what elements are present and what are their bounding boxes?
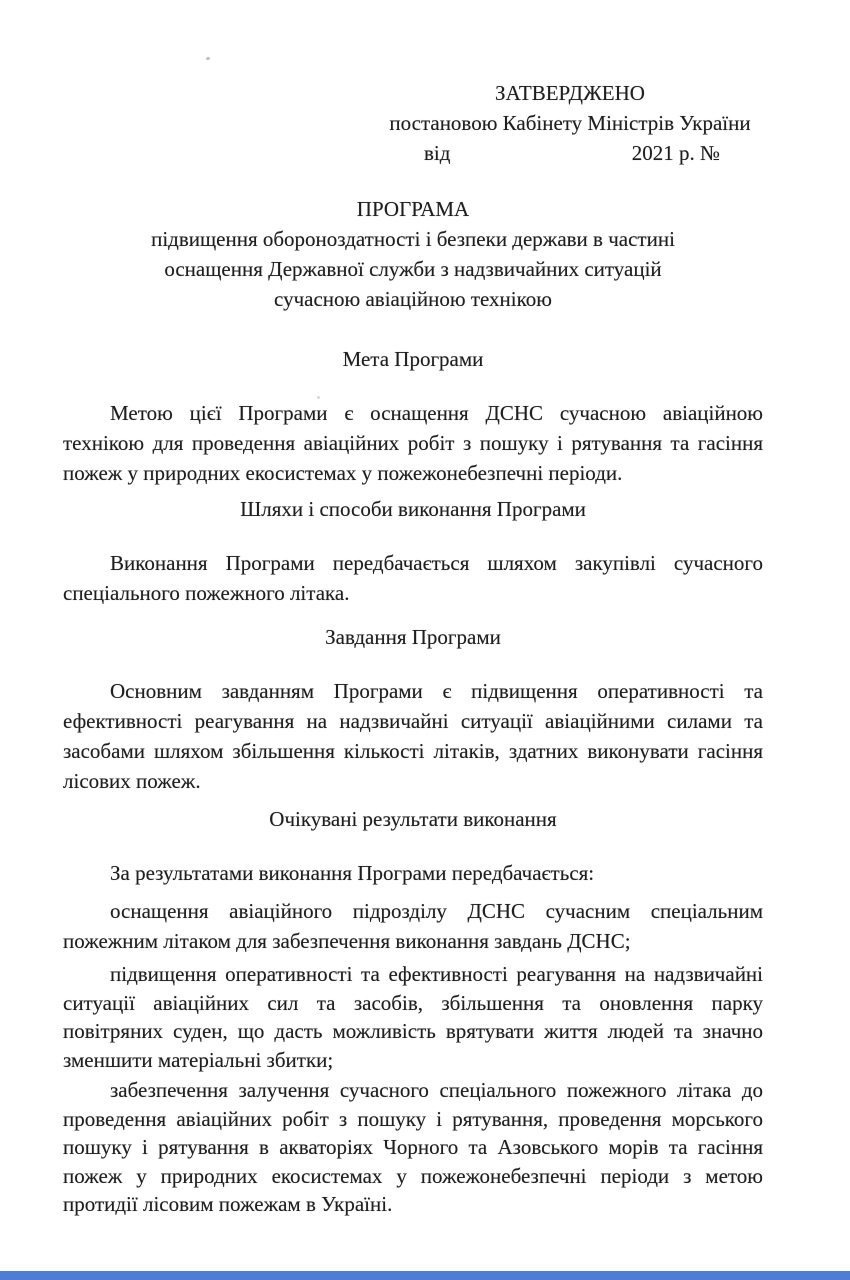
section-heading: Завдання Програми: [325, 625, 501, 649]
document-title: [63, 194, 763, 314]
approval-stamp: ЗАТВЕРДЖЕНО: [495, 81, 645, 105]
text-line: зменшити матеріальні збитки;: [63, 1047, 334, 1072]
text-line: пошуку і рятування в акваторіях Чорного та Азовського морів та гасіння: [63, 1135, 763, 1159]
text-line: проведення авіаційних робіт з пошуку і рятування, проведення морського: [63, 1106, 763, 1131]
document-section: [63, 622, 763, 796]
text-line: технікою для проведення авіаційних робіт з пошуку і рятування та гасіння: [63, 431, 763, 455]
paragraph: [63, 548, 763, 608]
scan-speck: [317, 396, 320, 399]
text-line: Метою цієї Програми є оснащення ДСНС сучасною авіаційною: [110, 401, 763, 425]
title-line: сучасною авіаційною технікою: [274, 287, 552, 311]
text-line: засобами шляхом збільшення кількості літаків, здатних виконувати гасіння: [63, 739, 763, 763]
text-line: оснащення авіаційного підрозділу ДСНС сучасним спеціальним: [110, 899, 763, 923]
text-line: пожежним літаком для забезпечення виконання завдань ДСНС;: [63, 929, 631, 953]
scan-speck: [206, 56, 211, 60]
paragraph: [63, 676, 763, 796]
title-line: підвищення обороноздатності і безпеки держави в частині: [151, 227, 675, 251]
title-line: оснащення Державної служби з надзвичайних ситуацій: [164, 257, 662, 281]
text-line: ситуації авіаційних сил та засобів, збільшення та оновлення парку: [63, 990, 763, 1015]
bottom-accent-bar: [0, 1271, 850, 1280]
text-line: лісових пожеж.: [63, 769, 201, 793]
approval-block: [372, 78, 768, 168]
text-line: протидії лісовим пожежам в Україні.: [63, 1192, 393, 1216]
paragraph: [63, 398, 763, 488]
document-section: [63, 344, 763, 488]
paragraph: [63, 858, 763, 888]
text-line: повітряних суден, що дасть можливість врятувати життя людей та значно: [63, 1019, 763, 1043]
text-line: За результатами виконання Програми передбачається:: [110, 861, 595, 885]
approval-date-prefix: від: [424, 141, 451, 165]
text-line: пожеж у природних екосистемах у пожежонебезпечні періоди.: [63, 461, 623, 485]
title-line: ПРОГРАМА: [356, 197, 470, 221]
section-heading: Очікувані результати виконання: [269, 807, 557, 831]
document-sections: [63, 344, 763, 1219]
approval-authority: постановою Кабінету Міністрів України: [389, 111, 751, 135]
paragraph: [63, 1076, 763, 1219]
text-line: пожеж у природних екосистемах у пожежонебезпечні періоди з метою: [63, 1163, 763, 1188]
paragraph: [63, 960, 763, 1074]
approval-date-row: [372, 138, 768, 168]
text-line: Виконання Програми передбачається шляхом закупівлі сучасного: [110, 551, 763, 575]
section-heading: Мета Програми: [342, 347, 484, 371]
paragraph: [63, 896, 763, 956]
document-section: [63, 494, 763, 608]
text-line: ефективності реагування на надзвичайні ситуації авіаційними силами та: [63, 709, 763, 733]
document-section: [63, 804, 763, 1219]
text-line: підвищення оперативності та ефективності реагування на надзвичайні: [110, 962, 763, 986]
approval-date-suffix: 2021 р. №: [631, 141, 720, 165]
text-line: Основним завданням Програми є підвищення оперативності та: [110, 679, 763, 703]
text-line: забезпечення залучення сучасного спеціального пожежного літака до: [110, 1078, 763, 1102]
section-heading: Шляхи і способи виконання Програми: [240, 497, 586, 521]
text-line: спеціального пожежного літака.: [63, 581, 350, 605]
